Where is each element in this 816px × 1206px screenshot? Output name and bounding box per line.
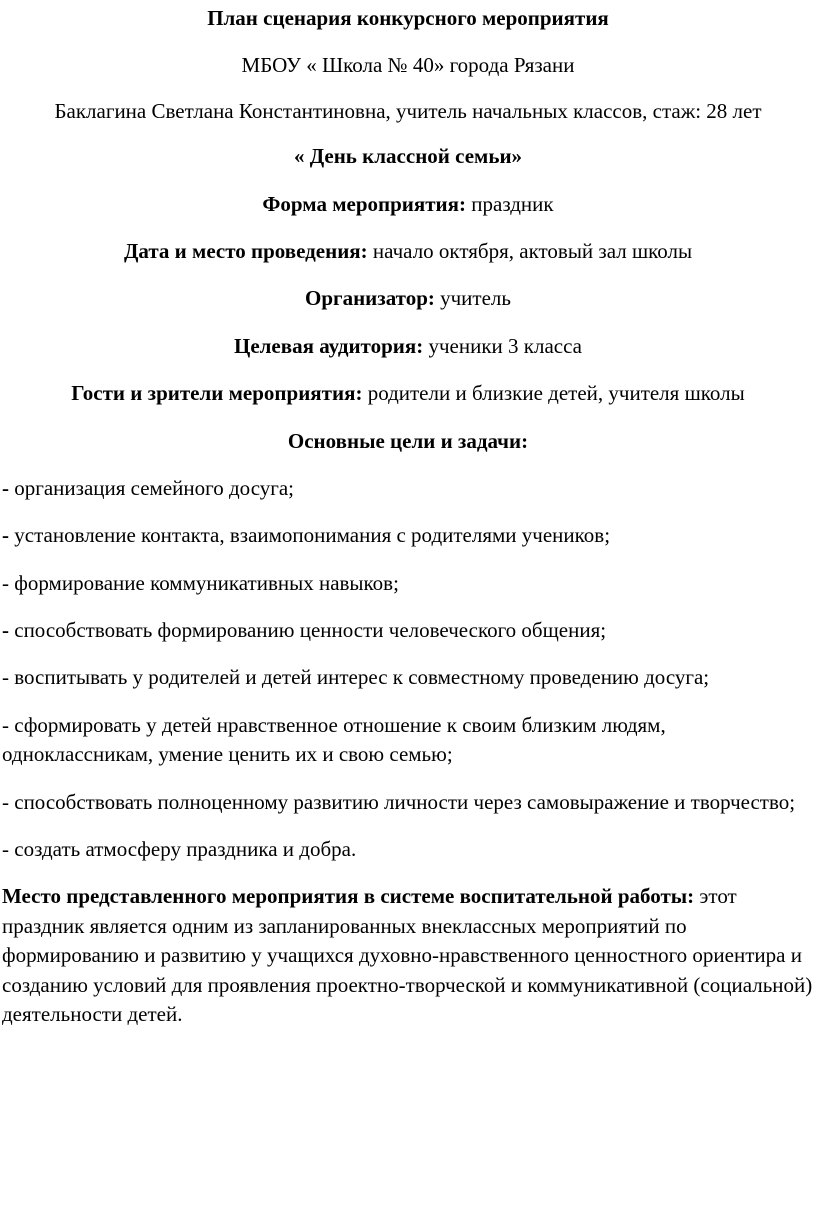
place-text: этот праздник является одним из запланированных внеклассных мероприятий по формированию и развитию у учащихся духовно-нравственного ценностного ориентира и созданию условий для проявления проектно-творческой и коммуникативной (социальной) деятельности детей.: [2, 884, 813, 1026]
goal-dash: -: [2, 712, 9, 737]
field-label: Форма мероприятия:: [262, 191, 467, 216]
field-label: Целевая аудитория:: [234, 333, 424, 358]
goal-item: [2, 788, 814, 817]
goal-item: [2, 663, 814, 692]
document-title: План сценария конкурсного мероприятия: [207, 6, 609, 30]
goal-dash: -: [2, 523, 9, 548]
goal-dash: -: [2, 665, 9, 690]
field-date-place: [2, 237, 814, 266]
field-audience: [2, 332, 814, 361]
goal-text: формирование коммуникативных навыков;: [9, 570, 399, 595]
place-label: Место представленного мероприятия в системе воспитательной работы:: [2, 884, 695, 909]
goal-item: [2, 569, 814, 598]
field-guests: [2, 379, 814, 408]
goal-text: создать атмосферу праздника и добра.: [9, 837, 357, 862]
goals-heading: Основные цели и задачи:: [287, 428, 529, 453]
field-value: праздник: [466, 191, 554, 216]
goal-text: способствовать полноценному развитию личности через самовыражение и творчество;: [9, 789, 796, 814]
event-name: « День классной семьи»: [293, 144, 523, 169]
goal-dash: -: [2, 789, 9, 814]
field-label: Организатор:: [305, 286, 435, 311]
field-label: Гости и зрители мероприятия:: [71, 381, 363, 406]
goal-dash: -: [2, 618, 9, 643]
goal-item: [2, 711, 814, 770]
goal-dash: -: [2, 570, 9, 595]
field-value: родители и близкие детей, учителя школы: [362, 381, 745, 406]
field-label: Дата и место проведения:: [123, 238, 368, 263]
goal-text: воспитывать у родителей и детей интерес к совместному проведению досуга;: [9, 665, 710, 690]
goal-item: [2, 521, 814, 550]
goal-dash: -: [2, 475, 9, 500]
goal-text: установление контакта, взаимопонимания с родителями учеников;: [9, 523, 611, 548]
field-value: начало октября, актовый зал школы: [367, 238, 693, 263]
field-value: ученики 3 класса: [423, 333, 582, 358]
school-name: МБОУ « Школа № 40» города Рязани: [241, 53, 575, 78]
goal-text: способствовать формированию ценности человеческого общения;: [9, 618, 607, 643]
goal-item: [2, 616, 814, 645]
goal-item: [2, 835, 814, 864]
field-form: [2, 190, 814, 219]
field-value: учитель: [434, 286, 511, 311]
goal-item: [2, 474, 814, 503]
place-in-system-paragraph: [2, 882, 814, 1029]
author-info: Баклагина Светлана Константиновна, учитель начальных классов, стаж: 28 лет: [54, 98, 762, 123]
goal-text: сформировать у детей нравственное отношение к своим близким людям, одноклассникам, умение ценить их и свою семью;: [2, 712, 666, 767]
goal-text: организация семейного досуга;: [9, 475, 295, 500]
goal-dash: -: [2, 837, 9, 862]
field-organizer: [2, 284, 814, 313]
